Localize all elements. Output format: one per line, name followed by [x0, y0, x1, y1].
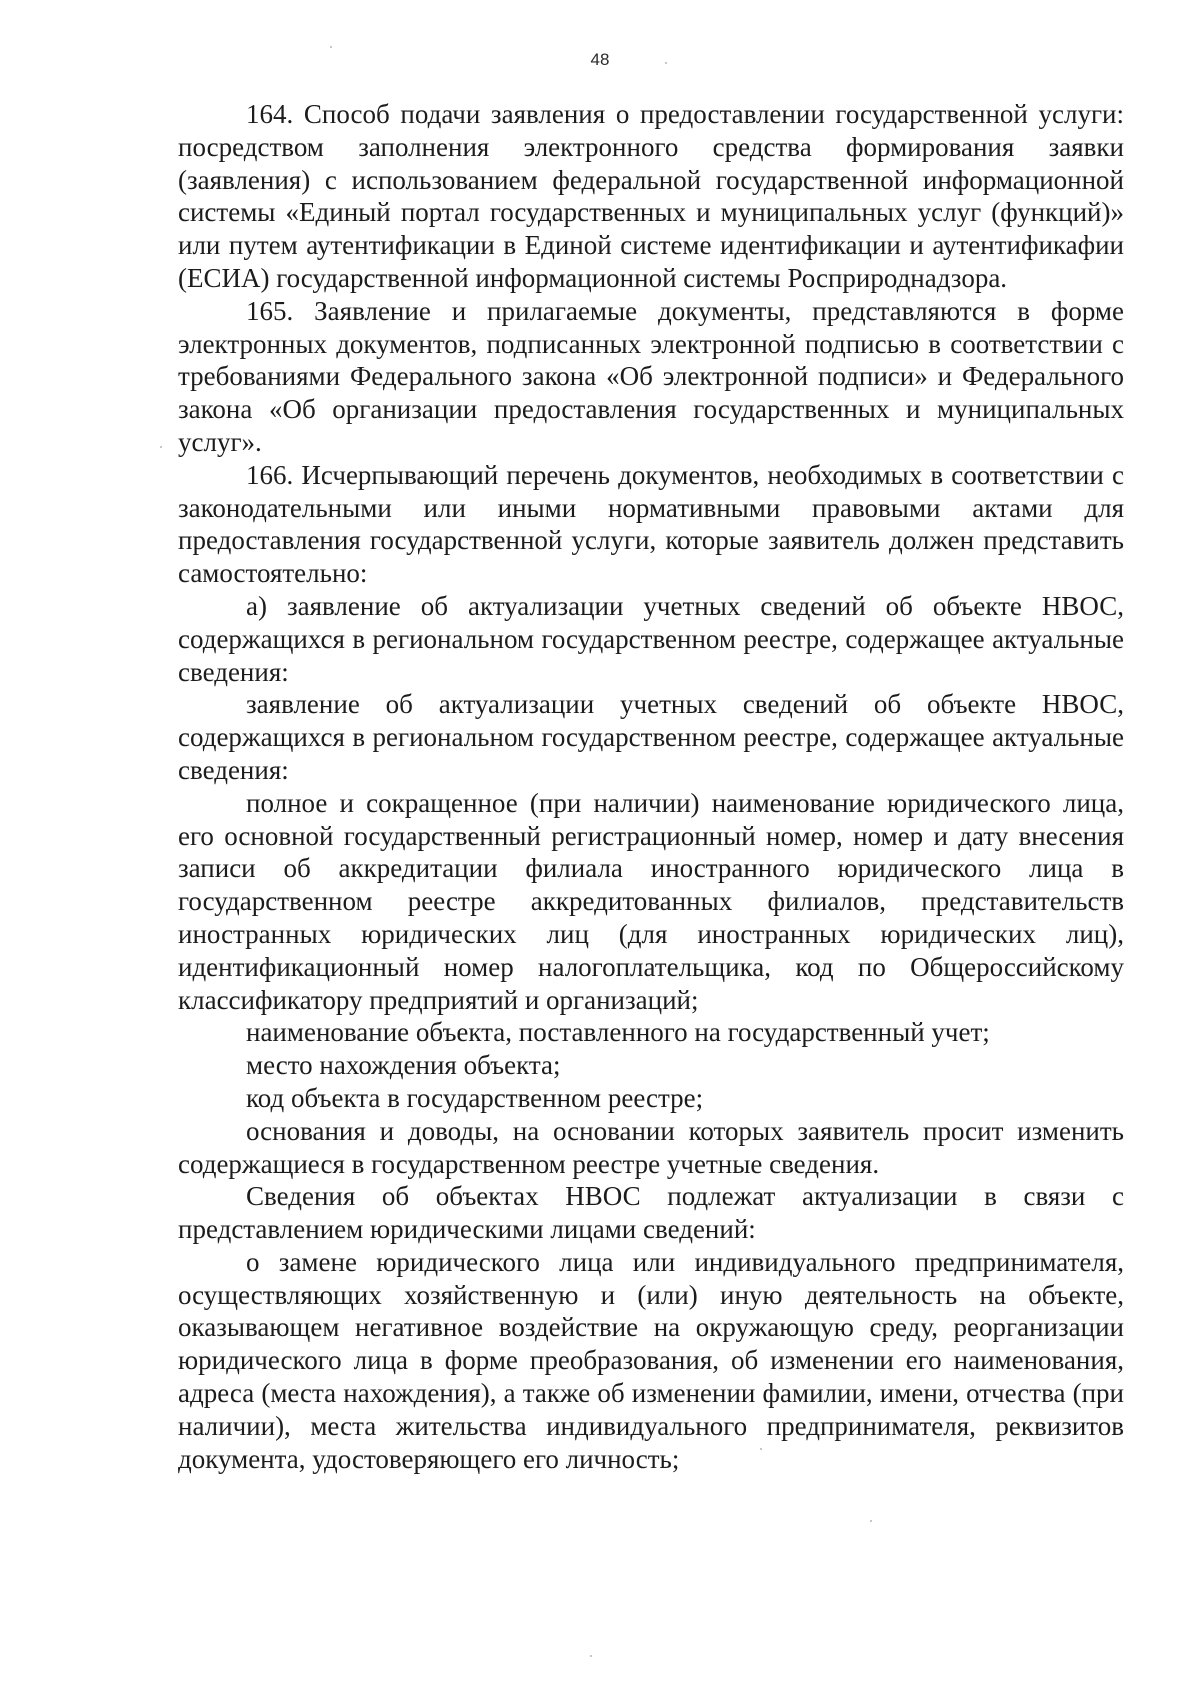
- scan-speck: [590, 1655, 592, 1657]
- scan-speck: [160, 446, 162, 448]
- paragraph-grounds: основания и доводы, на основании которых заявитель просит изменить содержащиеся в государственном реестре учетные сведения.: [178, 1115, 1124, 1179]
- paragraph-replacement: о замене юридического лица или индивидуального предпринимателя, осуществляющих хозяйственную и (или) иную деятельность на объекте, оказывающем негативное воздействие на окружающую среду, реорганизации юридического лица в форме преобразования, об изменении его наименования, адреса (места нахождения), а также об изменении фамилии, имени, отчества (при наличии), места жительства индивидуального предпринимателя, реквизитов документа, удостоверяющего его личность;: [178, 1246, 1124, 1474]
- paragraph-item-a: а) заявление об актуализации учетных сведений об объекте НВОС, содержащихся в региональном государственном реестре, содержащее актуальные сведения:: [178, 590, 1124, 687]
- scan-speck: [870, 1520, 872, 1522]
- scan-speck: [665, 62, 667, 64]
- paragraph-166: 166. Исчерпывающий перечень документов, необходимых в соответствии с законодательными или иными нормативными правовыми актами для предоставления государственной услуги, которые заявитель должен представить самостоятельно:: [178, 459, 1124, 589]
- paragraph-164: 164. Способ подачи заявления о предоставлении государственной услуги: посредством заполнения электронного средства формирования заявки (заявления) с использованием федеральной государственной информационной системы «Единый портал государственных и муниципальных услуг (функций)» или путем аутентификации в Единой системе идентификации и аутентификафии (ЕСИА) государственной информационной системы Росприроднадзора.: [178, 99, 1124, 293]
- paragraph-165: 165. Заявление и прилагаемые документы, представляются в форме электронных документов, подписанных электронной подписью в соответствии с требованиями Федерального закона «Об электронной подписи» и Федерального закона «Об организации предоставления государственных и муниципальных услуг».: [178, 295, 1124, 457]
- paragraph-object-location: место нахождения объекта;: [246, 1050, 561, 1081]
- scan-speck: [760, 1448, 762, 1450]
- paragraph-legal-entity-details: полное и сокращенное (при наличии) наименование юридического лица, его основной государственный регистрационный номер, номер и дату внесения записи об аккредитации филиала иностранного юридического лица в государственном реестре аккредитованных филиалов, представительств иностранных юридических лиц (для иностранных юридических лиц), идентификационный номер налогоплательщика, код по Общероссийскому классификатору предприятий и организаций;: [178, 787, 1124, 1015]
- paragraph-statement: заявление об актуализации учетных сведений об объекте НВОС, содержащихся в региональном государственном реестре, содержащее актуальные сведения:: [178, 689, 1124, 785]
- document-body: [178, 98, 1124, 1475]
- page-number: 48: [590, 50, 610, 69]
- paragraph-object-code: код объекта в государственном реестре;: [246, 1082, 704, 1113]
- scan-speck: [330, 46, 332, 48]
- paragraph-object-name: наименование объекта, поставленного на государственный учет;: [246, 1017, 990, 1048]
- paragraph-nvos-update: Сведения об объектах НВОС подлежат актуализации в связи с представлением юридическими лицами сведений:: [178, 1181, 1124, 1245]
